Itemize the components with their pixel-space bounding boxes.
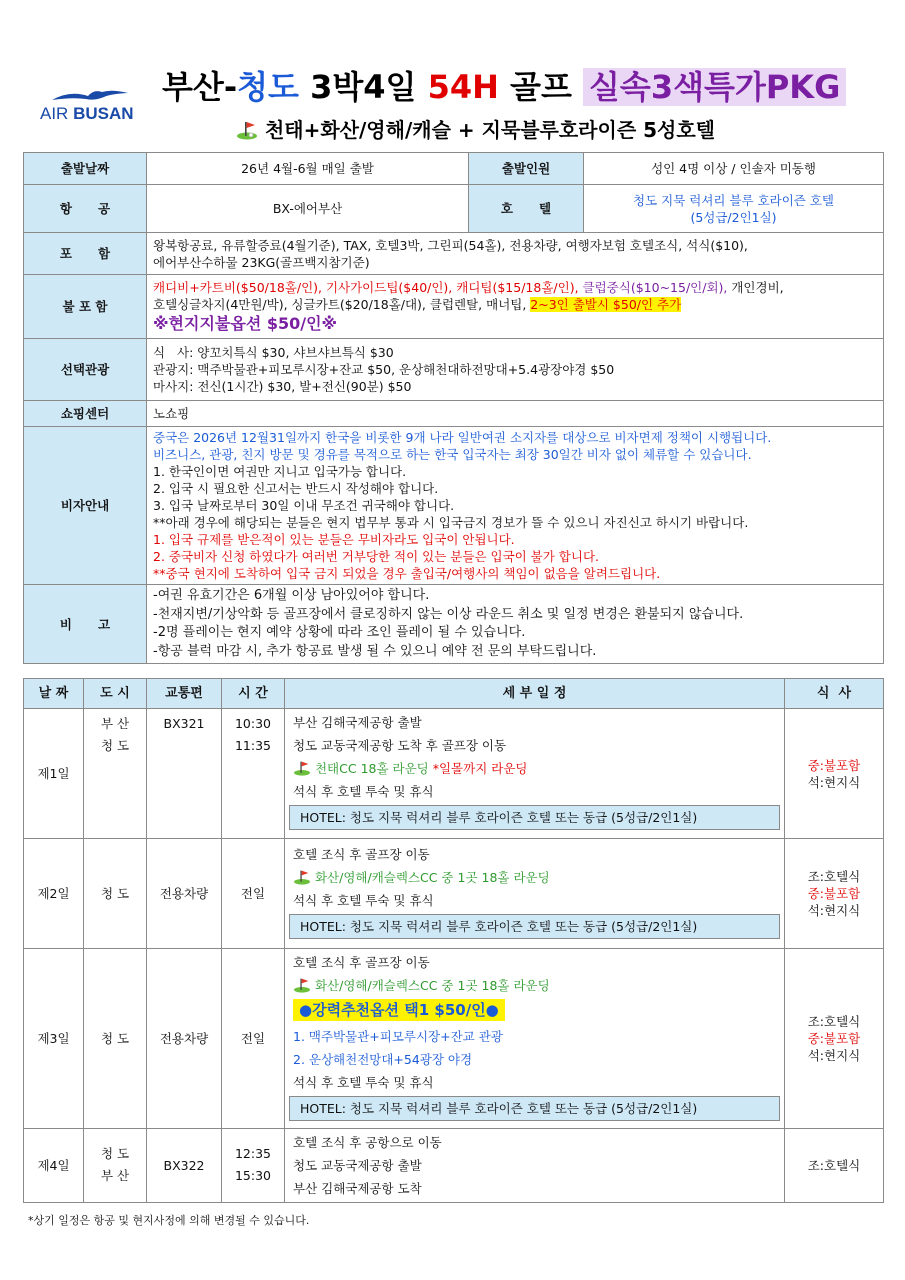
hotel-value-line1: 청도 지묵 럭셔리 블루 호라이즌 호텔 [633, 192, 834, 208]
visa-warning: **아래 경우에 해당되는 분들은 현지 법무부 통과 시 입국금지 경보가 뜰 수 있으니 자진신고 하시기 바랍니다. [153, 515, 749, 530]
day4-meal1: 조:호텔식 [807, 1158, 861, 1173]
col-header-date: 날 짜 [24, 679, 84, 709]
day3-city: 청 도 [84, 949, 147, 1129]
day4-cities [84, 1129, 147, 1203]
visa-rule-2: 2. 입국 시 필요한 신고서는 반드시 작성해야 합니다. [153, 481, 439, 496]
air-value: BX-에어부산 [147, 185, 469, 233]
day4-times [222, 1129, 285, 1203]
visa-rule-3: 3. 입국 날짜로부터 30일 이내 무조건 귀국해야 합니다. [153, 498, 455, 513]
excluded-red1: 캐디비+카트비($50/18홀/인), 기사가이드팁($40/인), 캐디팁($15/18홀/인), [153, 279, 583, 295]
hotel-label: 호 텔 [469, 185, 584, 233]
day1-details [285, 709, 785, 839]
day3-option-2: 2. 운상해천전망대+54광장 야경 [293, 1052, 473, 1067]
shopping-label: 쇼핑센터 [24, 401, 147, 427]
included-label: 포 함 [24, 233, 147, 275]
day2-hotel: HOTEL: 청도 지묵 럭셔리 블루 호라이즌 호텔 또는 동급 (5성급/2인1실) [289, 914, 780, 939]
schedule-row-day2 [24, 839, 884, 949]
schedule-row-day3 [24, 949, 884, 1129]
golf-flag-icon [236, 120, 258, 140]
day1-golf-text: 천태CC 18홀 라운딩 [314, 761, 433, 776]
notes-value [147, 585, 884, 664]
air-label: 항 공 [24, 185, 147, 233]
day3-meal1: 조:호텔식 [807, 1014, 861, 1029]
excluded-label: 불 포 함 [24, 275, 147, 339]
page-subtitle [236, 114, 715, 143]
day1-meal1: 중:불포함 [807, 757, 861, 773]
schedule-row-day1 [24, 709, 884, 839]
day4-meals [785, 1129, 884, 1203]
day1-cities [84, 709, 147, 839]
day3-meal3: 석:현지식 [807, 1048, 861, 1063]
day2-golf-text: 화산/영해/캐슬렉스CC 중 1곳 18홀 라운딩 [314, 870, 550, 885]
schedule-row-day4 [24, 1129, 884, 1203]
day2-meal1: 조:호텔식 [807, 869, 861, 884]
day2-label: 제2일 [24, 839, 84, 949]
day2-time: 전일 [222, 839, 285, 949]
visa-policy-1: 중국은 2026년 12월31일까지 한국을 비롯한 9개 나라 일반여권 소지자를 대상으로 비자면제 정책이 시행됩니다. [153, 430, 772, 445]
day2-details [285, 839, 785, 949]
info-table [23, 152, 884, 664]
day3-meal2: 중:불포함 [807, 1031, 861, 1046]
day4-city2: 부 산 [100, 1168, 130, 1183]
air-busan-logo [36, 88, 136, 124]
day1-meal2: 석:현지식 [807, 774, 861, 790]
col-header-transport: 교통편 [147, 679, 222, 709]
note-3: -2명 플레이는 현지 예약 상황에 따라 조인 플레이 될 수 있습니다. [153, 625, 526, 640]
day4-city1: 청 도 [100, 1146, 130, 1161]
day1-time2: 11:35 [234, 738, 272, 753]
excluded-local-option: ※현지지불옵션 $50/인※ [153, 313, 338, 333]
title-promo: 실속3색특가PKG [583, 68, 846, 106]
day1-line1: 부산 김해국제공항 출발 [293, 715, 422, 730]
day1-city2: 청 도 [100, 738, 130, 753]
logo-text: AIR BUSAN [40, 104, 134, 123]
day1-golf-note: *일몰까지 라운딩 [432, 761, 528, 776]
note-1: -여권 유효기간은 6개월 이상 남아있어야 합니다. [153, 588, 430, 603]
footnote: *상기 일정은 항공 및 현지사정에 의해 변경될 수 있습니다. [28, 1214, 310, 1227]
day1-meals [785, 709, 884, 839]
day3-line1: 호텔 조식 후 골프장 이동 [293, 955, 430, 970]
day4-label: 제4일 [24, 1129, 84, 1203]
day2-meal3: 석:현지식 [807, 903, 861, 918]
day2-meals [785, 839, 884, 949]
day3-option-title: ●강력추천옵션 택1 $50/인● [293, 999, 505, 1021]
day3-option-line [285, 997, 784, 1025]
visa-policy-2: 비즈니스, 관광, 친지 방문 및 경유를 목적으로 하는 한국 입국자는 최장 30일간 비자 없이 체류할 수 있습니다. [153, 447, 752, 462]
day4-line1: 호텔 조식 후 공항으로 이동 [293, 1135, 442, 1150]
day3-golf-text: 화산/영해/캐슬렉스CC 중 1곳 18홀 라운딩 [314, 978, 550, 993]
day3-meals [785, 949, 884, 1129]
day3-transport: 전용차량 [147, 949, 222, 1129]
day2-golf-line [285, 866, 784, 889]
optional-tour-value [147, 339, 884, 401]
visa-info [147, 427, 884, 585]
day1-label: 제1일 [24, 709, 84, 839]
excluded-purple1: 클럽중식($10~15/인/회), [582, 279, 728, 295]
day2-line1: 호텔 조식 후 골프장 이동 [293, 847, 430, 862]
day4-line2: 청도 교동국제공항 출발 [293, 1158, 422, 1173]
hotel-value-line2: (5성급/2인1실) [690, 209, 777, 225]
day1-hotel: HOTEL: 청도 지묵 럭셔리 블루 호라이즌 호텔 또는 동급 (5성급/2인1실) [289, 805, 780, 830]
day1-line4: 석식 후 호텔 투숙 및 휴식 [293, 784, 434, 799]
col-header-city: 도 시 [84, 679, 147, 709]
excluded-black1: 개인경비, [727, 279, 784, 295]
optional-sights: 관광지: 맥주박물관+피모루시장+잔교 $50, 운상해천대하전망대+5.4광장야경 $50 [153, 362, 615, 377]
visa-restriction-3: **중국 현지에 도착하여 입국 금지 되었을 경우 출입국/여행사의 책임이 없음을 알려드립니다. [153, 566, 661, 581]
day4-time1: 12:35 [234, 1146, 272, 1161]
visa-label: 비자안내 [24, 427, 147, 585]
excluded-value [147, 275, 884, 339]
people-label: 출발인원 [469, 153, 584, 185]
included-line2: 에어부산수하물 23KG(골프백지참기준) [153, 254, 370, 270]
schedule-table [23, 678, 884, 1203]
day4-time2: 15:30 [234, 1168, 272, 1183]
title-part-4: 54H [427, 68, 499, 106]
day3-time: 전일 [222, 949, 285, 1129]
included-value [147, 233, 884, 275]
day4-details [285, 1129, 785, 1203]
optional-massage: 마사지: 전신(1시간) $30, 발+전신(90분) $50 [153, 379, 412, 394]
day3-label: 제3일 [24, 949, 84, 1129]
notes-label: 비 고 [24, 585, 147, 664]
visa-rule-1: 1. 한국인이면 여권만 지니고 입국가능 합니다. [153, 464, 407, 479]
day3-hotel: HOTEL: 청도 지묵 럭셔리 블루 호라이즌 호텔 또는 동급 (5성급/2인1실) [289, 1096, 780, 1121]
departure-label: 출발날짜 [24, 153, 147, 185]
col-header-time: 시 간 [222, 679, 285, 709]
day3-details [285, 949, 785, 1129]
col-header-meals: 식 사 [785, 679, 884, 709]
day2-city: 청 도 [84, 839, 147, 949]
visa-restriction-1: 1. 입국 규제를 받은적이 있는 분들은 무비자라도 입국이 안됩니다. [153, 532, 515, 547]
excluded-extra-charge: 2~3인 출발시 $50/인 추가 [530, 296, 682, 312]
page-header [0, 0, 905, 150]
bird-logo-icon [50, 88, 130, 102]
day4-line3: 부산 김해국제공항 도착 [293, 1181, 422, 1196]
day1-time1: 10:30 [234, 716, 272, 731]
day1-city1: 부 산 [100, 716, 130, 731]
departure-value: 26년 4월-6월 매일 출발 [147, 153, 469, 185]
day2-line3: 석식 후 호텔 투숙 및 휴식 [293, 893, 434, 908]
title-part-3: 3박4일 [298, 68, 428, 106]
col-header-details: 세 부 일 정 [285, 679, 785, 709]
day3-option-1: 1. 맥주박물관+피모루시장+잔교 관광 [293, 1029, 503, 1044]
note-4: -항공 블럭 마감 시, 추가 항공료 발생 될 수 있으니 예약 전 문의 부탁드립니다. [153, 643, 597, 659]
title-part-2: 청도 [237, 68, 299, 106]
day3-golf-line [285, 974, 784, 997]
day2-transport: 전용차량 [147, 839, 222, 949]
hotel-value [584, 185, 884, 233]
golf-flag-icon [293, 977, 311, 993]
golf-flag-icon [293, 760, 311, 776]
shopping-value: 노쇼핑 [147, 401, 884, 427]
golf-flag-icon [293, 869, 311, 885]
title-part-1: 부산- [162, 68, 238, 106]
title-part-5: 골프 [498, 68, 583, 106]
excluded-line2: 호텔싱글차지(4만원/박), 싱글카트($20/18홀/대), 클럽렌탈, 매너팁, [153, 296, 531, 312]
day1-times [222, 709, 285, 839]
day1-transport: BX321 [147, 709, 222, 839]
visa-restriction-2: 2. 중국비자 신청 하였다가 여러번 거부당한 적이 있는 분들은 입국이 불가 합니다. [153, 549, 600, 564]
subtitle-text: 천태+화산/영해/캐슬 + 지묵블루호라이즌 5성호텔 [264, 118, 715, 142]
day4-transport: BX322 [147, 1129, 222, 1203]
day1-golf-line [285, 757, 784, 780]
people-value: 성인 4명 이상 / 인솔자 미동행 [584, 153, 884, 185]
day3-line3: 석식 후 호텔 투숙 및 휴식 [293, 1075, 434, 1090]
included-line1: 왕복항공료, 유류할증료(4월기준), TAX, 호텔3박, 그린피(54홀), 전용차량, 여행자보험 호텔조식, 석식($10), [153, 237, 748, 253]
day1-line2: 청도 교동국제공항 도착 후 골프장 이동 [293, 738, 507, 753]
note-2: -천재지변/기상악화 등 골프장에서 클로징하지 않는 이상 라운드 취소 및 일정 변경은 환불되지 않습니다. [153, 606, 744, 622]
day2-meal2: 중:불포함 [807, 886, 861, 901]
optional-meal: 식 사: 양꼬치특식 $30, 샤브샤브특식 $30 [153, 345, 394, 360]
optional-tour-label: 선택관광 [24, 339, 147, 401]
page-title [162, 62, 846, 108]
